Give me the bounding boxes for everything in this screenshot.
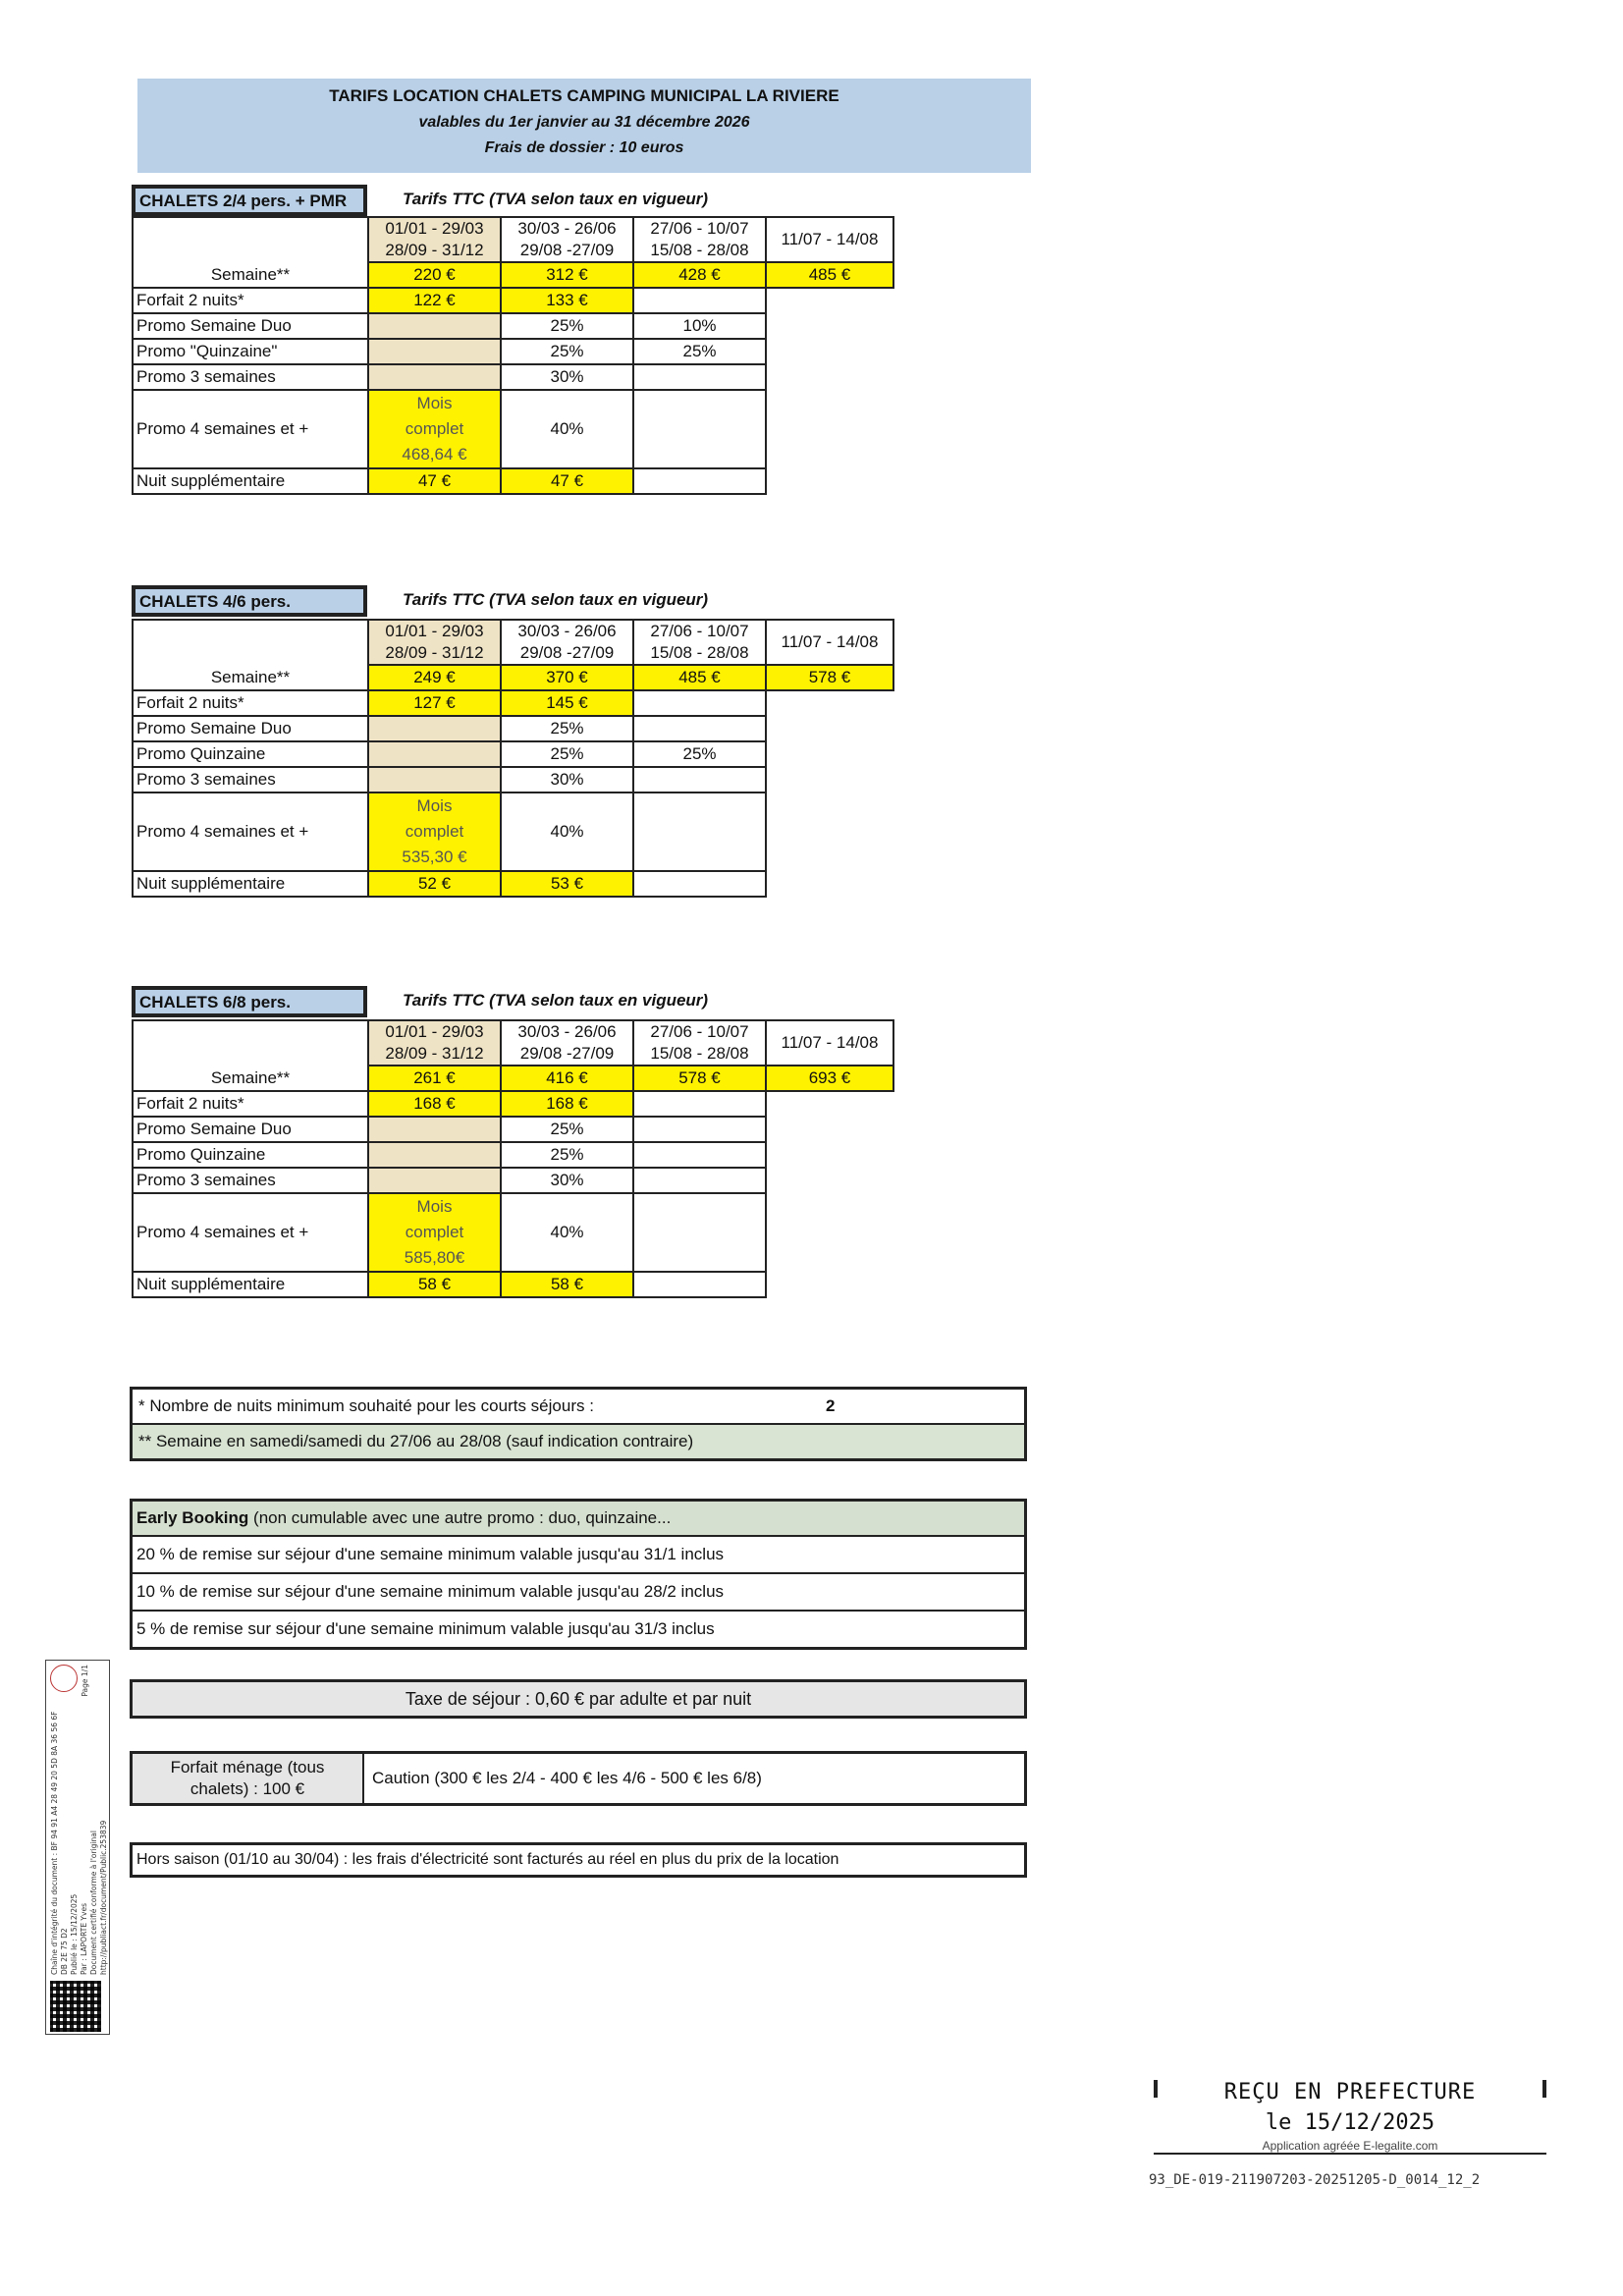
table-1-label: CHALETS 2/4 pers. + PMR <box>132 185 367 216</box>
period-cell: 27/06 - 10/07 15/08 - 28/08 <box>633 1020 766 1066</box>
period-cell: 01/01 - 29/03 28/09 - 31/12 <box>368 217 501 262</box>
table-2-tarif-note: Tarifs TTC (TVA selon taux en vigueur) <box>403 590 709 609</box>
price-cell: 47 € <box>501 468 633 494</box>
prefecture-reference: 93_DE-019-211907203-20251205-D_0014_12_2 <box>1149 2172 1481 2188</box>
taxe-sejour: Taxe de séjour : 0,60 € par adulte et par nuit <box>130 1679 1027 1719</box>
price-cell: 485 € <box>633 665 766 690</box>
month-price-cell: Mois complet 468,64 € <box>368 390 501 468</box>
price-table-3 <box>132 1019 894 1298</box>
price-cell: 578 € <box>633 1066 766 1091</box>
row-label: Promo 4 semaines et + <box>133 390 368 468</box>
month-price-cell: Mois complet 535,30 € <box>368 793 501 871</box>
document-title: TARIFS LOCATION CHALETS CAMPING MUNICIPAL LA RIVIERE <box>329 86 839 105</box>
table-3-tarif-note: Tarifs TTC (TVA selon taux en vigueur) <box>403 991 709 1010</box>
validity-text: valables du 1er janvier au 31 décembre 2026 <box>418 114 750 131</box>
price-cell: 578 € <box>766 665 893 690</box>
min-nights-label: * Nombre de nuits minimum souhaité pour les courts séjours : <box>138 1396 594 1415</box>
price-cell: 370 € <box>501 665 633 690</box>
seal-icon <box>50 1665 78 1692</box>
period-cell: 11/07 - 14/08 <box>766 1020 893 1066</box>
row-label: Promo 4 semaines et + <box>133 793 368 871</box>
row-label: Promo Quinzaine <box>133 741 368 767</box>
row-label: Promo Quinzaine <box>133 1142 368 1168</box>
price-cell: 693 € <box>766 1066 893 1091</box>
table-3-label: CHALETS 6/8 pers. <box>132 986 367 1017</box>
caution-text: Caution (300 € les 2/4 - 400 € les 4/6 - 500 € les 6/8) <box>372 1769 762 1787</box>
notes-box <box>130 1387 1027 1461</box>
period-cell: 11/07 - 14/08 <box>766 620 893 665</box>
promo-cell: 25% <box>501 313 633 339</box>
period-cell: 27/06 - 10/07 15/08 - 28/08 <box>633 217 766 262</box>
early-booking-line: 5 % de remise sur séjour d'une semaine minimum valable jusqu'au 31/3 inclus <box>136 1619 715 1638</box>
row-label: Forfait 2 nuits* <box>133 288 368 313</box>
row-label: Promo Semaine Duo <box>133 1117 368 1142</box>
promo-cell: 25% <box>633 741 766 767</box>
forfait-menage: Forfait ménage (tous chalets) : 100 € <box>133 1754 364 1803</box>
price-cell: 58 € <box>368 1272 501 1297</box>
promo-cell: 40% <box>501 390 633 468</box>
price-cell: 416 € <box>501 1066 633 1091</box>
row-label: Promo 3 semaines <box>133 1168 368 1193</box>
price-cell: 220 € <box>368 262 501 288</box>
menage-caution-box <box>130 1751 1027 1806</box>
min-nights-value: 2 <box>826 1396 836 1415</box>
price-cell: 133 € <box>501 288 633 313</box>
promo-cell: 30% <box>501 1168 633 1193</box>
early-booking-box <box>130 1499 1027 1650</box>
promo-cell: 30% <box>501 364 633 390</box>
row-label: Promo 3 semaines <box>133 364 368 390</box>
promo-cell: 40% <box>501 1193 633 1272</box>
early-booking-subtitle: (non cumulable avec une autre promo : duo, quinzaine... <box>248 1508 672 1527</box>
document-header <box>137 79 1031 173</box>
price-cell: 52 € <box>368 871 501 897</box>
period-cell: 11/07 - 14/08 <box>766 217 893 262</box>
prefecture-received: REÇU EN PREFECTURE <box>1223 2080 1477 2105</box>
promo-cell: 10% <box>633 313 766 339</box>
price-cell: 122 € <box>368 288 501 313</box>
period-cell: 30/03 - 26/06 29/08 -27/09 <box>501 217 633 262</box>
row-label: Semaine** <box>133 1066 368 1091</box>
row-label: Promo 3 semaines <box>133 767 368 793</box>
period-cell: 30/03 - 26/06 29/08 -27/09 <box>501 620 633 665</box>
row-label: Nuit supplémentaire <box>133 871 368 897</box>
price-cell: 428 € <box>633 262 766 288</box>
row-label: Forfait 2 nuits* <box>133 1091 368 1117</box>
prefecture-stamp <box>1154 2080 1546 2166</box>
promo-cell: 25% <box>501 716 633 741</box>
price-cell: 58 € <box>501 1272 633 1297</box>
price-cell: 485 € <box>766 262 893 288</box>
promo-cell: 25% <box>501 741 633 767</box>
price-cell: 312 € <box>501 262 633 288</box>
promo-cell: 25% <box>633 339 766 364</box>
row-label: Nuit supplémentaire <box>133 468 368 494</box>
price-cell: 47 € <box>368 468 501 494</box>
price-cell: 145 € <box>501 690 633 716</box>
period-cell: 27/06 - 10/07 15/08 - 28/08 <box>633 620 766 665</box>
month-price-cell: Mois complet 585,80€ <box>368 1193 501 1272</box>
row-label: Promo Semaine Duo <box>133 716 368 741</box>
price-cell: 127 € <box>368 690 501 716</box>
table-2-label: CHALETS 4/6 pers. <box>132 585 367 617</box>
row-label: Nuit supplémentaire <box>133 1272 368 1297</box>
certification-stamp: Chaîne d'intégrité du document : BF 94 91 A4 28 49 20 5D 8A 36 56 6F DB 2E 75 D2 Publié le : 15/12/2025 Par : LAPORTE Yves Document certifié conforme à l'original http://publiact.fr/document/Public.253839 Page 1/1 <box>45 1660 110 2035</box>
early-booking-line: 20 % de remise sur séjour d'une semaine minimum valable jusqu'au 31/1 inclus <box>133 1537 1024 1574</box>
promo-cell: 25% <box>501 339 633 364</box>
promo-cell: 25% <box>501 1142 633 1168</box>
period-cell: 01/01 - 29/03 28/09 - 31/12 <box>368 620 501 665</box>
prefecture-date: le 15/12/2025 <box>1265 2110 1435 2135</box>
early-booking-line: 10 % de remise sur séjour d'une semaine minimum valable jusqu'au 28/2 inclus <box>133 1574 1024 1612</box>
price-cell: 261 € <box>368 1066 501 1091</box>
promo-cell: 25% <box>501 1117 633 1142</box>
prefecture-app: Application agréée E-legalite.com <box>1154 2139 1546 2155</box>
hors-saison-note: Hors saison (01/10 au 30/04) : les frais d'électricité sont facturés au réel en plus du prix de la location <box>130 1842 1027 1878</box>
row-label: Promo "Quinzaine" <box>133 339 368 364</box>
week-note: ** Semaine en samedi/samedi du 27/06 au 28/08 (sauf indication contraire) <box>133 1425 1024 1458</box>
qr-code-icon <box>50 1981 101 2032</box>
price-cell: 249 € <box>368 665 501 690</box>
price-cell: 168 € <box>368 1091 501 1117</box>
row-label: Semaine** <box>133 262 368 288</box>
row-label: Promo Semaine Duo <box>133 313 368 339</box>
promo-cell: 40% <box>501 793 633 871</box>
price-table-2 <box>132 619 894 898</box>
row-label: Semaine** <box>133 665 368 690</box>
fees-text: Frais de dossier : 10 euros <box>484 139 684 156</box>
price-cell: 53 € <box>501 871 633 897</box>
early-booking-title: Early Booking <box>136 1508 249 1527</box>
period-cell: 30/03 - 26/06 29/08 -27/09 <box>501 1020 633 1066</box>
row-label: Promo 4 semaines et + <box>133 1193 368 1272</box>
price-table-1 <box>132 216 894 495</box>
period-cell: 01/01 - 29/03 28/09 - 31/12 <box>368 1020 501 1066</box>
price-cell: 168 € <box>501 1091 633 1117</box>
row-label: Forfait 2 nuits* <box>133 690 368 716</box>
table-1-tarif-note: Tarifs TTC (TVA selon taux en vigueur) <box>403 190 709 208</box>
promo-cell: 30% <box>501 767 633 793</box>
